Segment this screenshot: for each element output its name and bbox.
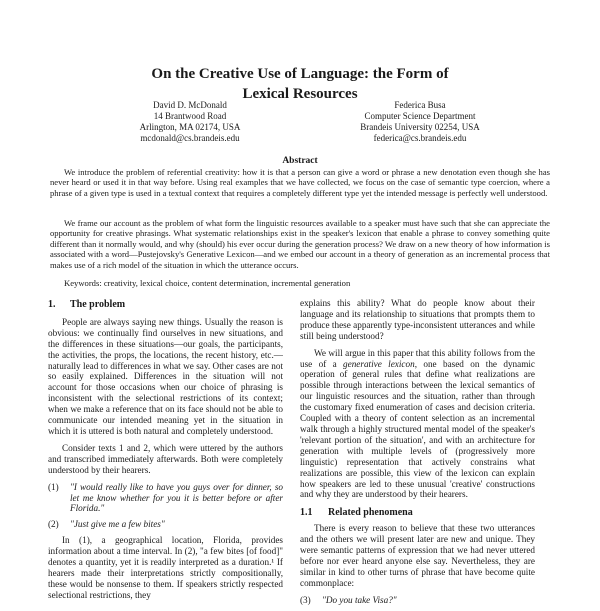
abstract-heading: Abstract bbox=[282, 156, 318, 166]
example-1 bbox=[48, 482, 283, 515]
title-line-1: On the Creative Use of Language: the Form of bbox=[151, 66, 449, 82]
author-address-line: 14 Brantwood Road bbox=[153, 111, 227, 121]
example-number: (2) bbox=[48, 519, 59, 530]
author-block-2 bbox=[310, 100, 530, 144]
section-title: The problem bbox=[70, 299, 126, 310]
author-address-line: Computer Science Department bbox=[364, 111, 476, 121]
text-run: We will argue in this paper that this ability follows from the use of a bbox=[300, 347, 535, 369]
abstract-paragraph-1: We introduce the problem of referential creativity: how it is that a person can give a word or phrase a new denotation even though she has never heard or used it in that way before. Using real examples that we have collected, we focus on the case of semantic type coercion, where a phrase of a given type is used in a textual context that requires a completely different type yet the intended message is perfectly well understood. bbox=[50, 167, 550, 198]
emphasized-term: generative lexicon bbox=[343, 358, 415, 369]
author-email: mcdonald@cs.brandeis.edu bbox=[140, 133, 240, 143]
right-column bbox=[300, 298, 535, 611]
author-name: Federica Busa bbox=[394, 100, 446, 110]
subsection-title: Related phenomena bbox=[328, 507, 413, 519]
author-email: federica@cs.brandeis.edu bbox=[373, 133, 467, 143]
subsection-number: 1.1 bbox=[300, 507, 313, 519]
author-address-line: Arlington, MA 02174, USA bbox=[139, 122, 241, 132]
section-heading bbox=[48, 300, 283, 311]
body-paragraph: Consider texts 1 and 2, which were uttered by the authors and transcribed immediately afterwards. Both were completely understood by their hearers. bbox=[48, 442, 283, 475]
body-paragraph bbox=[300, 348, 535, 501]
author-address-line: Brandeis University 02254, USA bbox=[360, 122, 480, 132]
text-run: , one based on the dynamic operation of general rules that define what realizations are possible through interactions between the lexical semantics of our linguistic resources and the situation, rather than through the customary fixed enumeration of cases and decision criteria. Coupled with a theory of content selection as an incremental walk through a highly structured mental model of the speaker's 'relevant portion of the situation', and with an architecture for generation with multiple levels of (progressively more linguistic) representation that actively constrains what realizations are possible, this view of the lexicon can explain how speakers are led to these unusual 'creative' constructions and why they are understood by their hearers. bbox=[300, 358, 535, 500]
abstract-paragraph-2: We frame our account as the problem of what form the linguistic resources available to a speaker must have such that she can appreciate the opportunity for creative phrasings. What systematic relationships exist in the speaker's lexicon that enable a phrase to convey something quite different than it normally would, and why (should) his ever occur during the generation process? We draw on a new theory of how information is associated with a word—Pustejovsky's Generative Lexicon—and we embed our account in a theory of generation as an incremental process that makes use of a rich model of the situation in which the utterance occurs. bbox=[50, 218, 550, 270]
subsection-heading bbox=[300, 508, 535, 519]
example-2 bbox=[48, 519, 283, 530]
example-text: "Do you take Visa?" bbox=[322, 594, 397, 605]
example-3 bbox=[300, 595, 535, 606]
title-line-2: Lexical Resources bbox=[242, 86, 358, 102]
author-name: David D. McDonald bbox=[153, 100, 227, 110]
body-paragraph: explains this ability? What do people know about their language and its relationship to situations that prompts them to produce these apparently type-inconsistent utterances and while still being understood? bbox=[300, 298, 535, 341]
author-block-1 bbox=[95, 100, 285, 144]
keywords: Keywords: creativity, lexical choice, content determination, incremental generation bbox=[64, 278, 351, 288]
section-number: 1. bbox=[48, 299, 56, 310]
left-column bbox=[48, 298, 283, 607]
body-paragraph: In (1), a geographical location, Florida, provides information about a time interval. In (2), "a few bites [of food]" denotes a quantity, yet it is readily interpreted as a duration.¹ If hearers made their interpretations strictly compositionally, these would be nonsense to them. If speakers strictly respected selectional restrictions, they bbox=[48, 535, 283, 600]
body-paragraph: People are always saying new things. Usually the reason is obvious: we continually find ourselves in new situations, and the differences in these situations—our goals, the participants, the activities, the props, the locations, the recent history, etc.—naturally lead to differences in what we say. Other cases are not so easily explained. Differences in the situation will not account for those occasions when our choice of phrasing is inconsistent with the selectional restrictions of its context; when we make a reference that on its face should not be able to communicate our intended meaning yet in the situation in which it is uttered is both natural and completely understood. bbox=[48, 316, 283, 436]
example-text: "Just give me a few bites" bbox=[70, 519, 165, 530]
example-number: (3) bbox=[300, 594, 311, 605]
example-text: "I would really like to have you guys over for dinner, so let me know whether for you it is better before or after Florida." bbox=[70, 481, 283, 514]
example-number: (1) bbox=[48, 481, 59, 492]
body-paragraph: There is every reason to believe that these two utterances and the others we will present later are new and unique. They were semantic patterns of expression that we had never uttered before nor ever heard anyone else say. Nevertheless, they are similar in kind to other turns of phrase that have become quite commonplace: bbox=[300, 523, 535, 588]
paper-title bbox=[60, 64, 540, 104]
